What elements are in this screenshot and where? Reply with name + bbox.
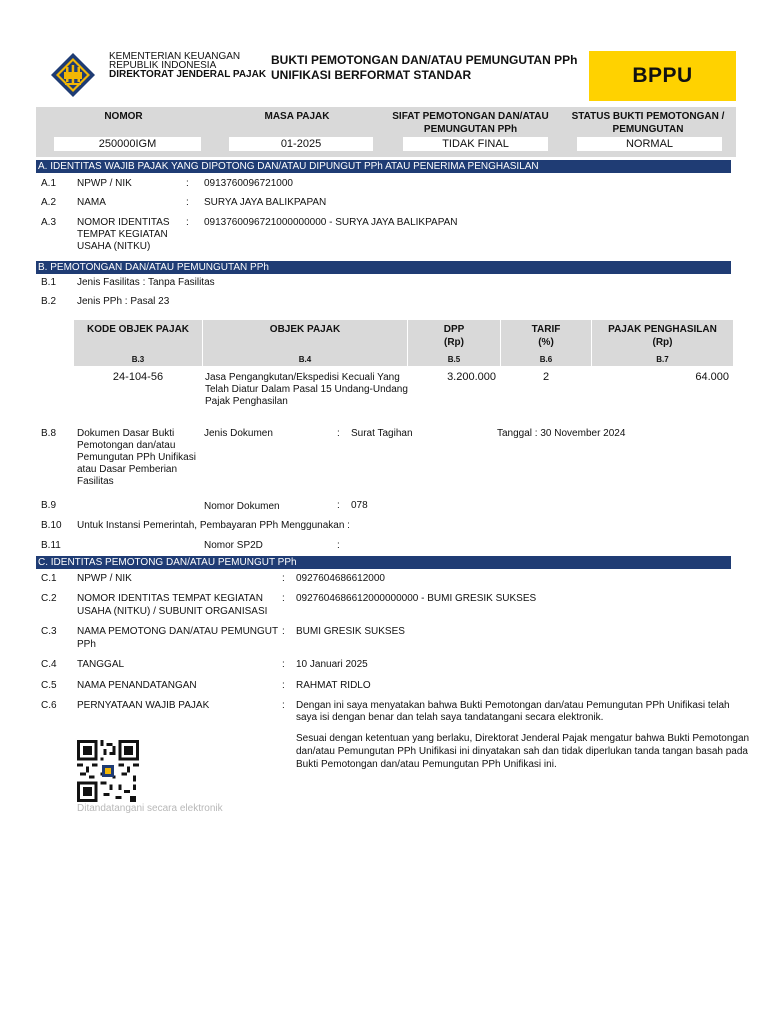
ministry-country: REPUBLIK INDONESIA [109,60,217,71]
c4-tanggal-value: 10 Januari 2025 [296,659,368,670]
b8-jenis-dokumen-value: Surat Tagihan [351,428,413,439]
header-dpp [408,323,500,349]
col-code-b4: B.4 [298,355,312,364]
c4-code: C.4 [41,659,57,670]
c6-colon: : [282,700,285,711]
a2-colon: : [186,197,189,208]
sifat-label-line1: SIFAT PEMOTONGAN DAN/ATAU [392,111,549,122]
sifat-value: TIDAK FINAL [403,137,548,151]
section-a-title: A. IDENTITAS WAJIB PAJAK YANG DIPOTONG DAN/ATAU DIPUNGUT PPh ATAU PENERIMA PENGHASILAN [36,160,731,173]
c6-statement-line2: saya isi dengan benar dan telah saya tandatangani secara elektronik. [296,712,604,723]
a3-label-line1: NOMOR IDENTITAS [77,217,170,228]
c6-note-line2: dan/atau Pemungutan PPh Unifikasi ini dinyatakan sah dan tidak diperlukan tanda tangan basah pada [296,746,748,757]
header-dpp-line1: DPP [443,324,465,335]
cell-objek-line3: Pajak Penghasilan [205,396,288,407]
col-code-b5: B.5 [447,355,461,364]
c6-code: C.6 [41,700,57,711]
qr-code-icon [77,740,139,802]
a2-nama-value: SURYA JAYA BALIKPAPAN [204,197,327,208]
cell-pajak-penghasilan: 64.000 [695,371,729,383]
b11-colon: : [337,540,340,551]
b8-tanggal: Tanggal : 30 November 2024 [497,428,626,439]
a3-label-line2: TEMPAT KEGIATAN [77,229,168,240]
document-title-line1: BUKTI PEMOTONGAN DAN/ATAU PEMUNGUTAN PPh [271,53,578,67]
a2-code: A.2 [41,197,57,208]
b8-label-line2: Pemotongan dan/atau [77,440,176,451]
sifat-label-line2: PEMUNGUTAN PPh [423,124,518,135]
bppu-badge: BPPU [589,51,736,101]
header-objek-pajak: OBJEK PAJAK [269,324,341,335]
c1-code: C.1 [41,573,57,584]
section-b-title: B. PEMOTONGAN DAN/ATAU PEMUNGUTAN PPh [36,261,731,274]
b8-label-line3: Pemungutan PPh Unifikasi [77,452,196,463]
cell-kode-objek: 24-104-56 [112,371,164,383]
b9-code: B.9 [41,500,57,511]
a3-nitku-value: 0913760096721000000000 - SURYA JAYA BALIKPAPAN [204,217,458,228]
col-code-b3: B.3 [131,355,145,364]
c2-nitku-value: 0927604686612000000000 - BUMI GRESIK SUKSES [296,593,537,604]
b9-colon: : [337,500,340,511]
status-value: NORMAL [577,137,722,151]
b10-code: B.10 [41,520,62,531]
b10-instansi-text: Untuk Instansi Pemerintah, Pembayaran PPh Menggunakan : [77,520,350,531]
status-label [560,110,736,136]
c6-note-line3: Bukti Pemotongan dan/atau Pemungutan PPh Unifikasi ini. [296,759,557,770]
b1-code: B.1 [41,277,57,288]
b11-nomor-sp2d-label: Nomor SP2D [204,540,263,551]
ministry-name: KEMENTERIAN KEUANGAN [109,51,241,62]
document-title-line2: UNIFIKASI BERFORMAT STANDAR [271,68,472,82]
col-code-b6: B.6 [539,355,553,364]
masa-pajak-value: 01-2025 [229,137,373,151]
status-label-line2: PEMUNGUTAN [612,124,684,135]
kemenkeu-logo [50,52,96,98]
section-c-title: C. IDENTITAS PEMOTONG DAN/ATAU PEMUNGUT PPh [36,556,731,569]
nomor-value: 250000IGM [54,137,201,151]
cell-objek-line1: Jasa Pengangkutan/Ekspedisi Kecuali Yang [205,372,400,383]
c2-label-line1: NOMOR IDENTITAS TEMPAT KEGIATAN [77,593,263,604]
b8-code: B.8 [41,428,57,439]
c1-npwp-value: 0927604686612000 [296,573,385,584]
header-tarif-line2: (%) [538,337,554,348]
c2-code: C.2 [41,593,57,604]
b11-code: B.11 [41,540,61,551]
c3-colon: : [282,626,285,637]
a3-colon: : [186,217,189,228]
c6-label: PERNYATAAN WAJIB PAJAK [77,700,210,711]
header-pph-line1: PAJAK PENGHASILAN [608,324,717,335]
c2-label-line2: USAHA (NITKU) / SUBUNIT ORGANISASI [77,606,268,617]
b8-label-line5: Fasilitas [77,476,114,487]
c5-code: C.5 [41,680,57,691]
masa-pajak-label: MASA PAJAK [264,111,330,122]
a1-code: A.1 [41,178,57,189]
header-pajak-penghasilan [592,323,733,349]
b8-label-line4: atau Dasar Pemberian [77,464,178,475]
c5-label: NAMA PENANDATANGAN [77,680,197,691]
c3-label-line1: NAMA PEMOTONG DAN/ATAU PEMUNGUT [77,626,279,637]
c2-colon: : [282,593,285,604]
cell-dpp: 3.200.000 [447,371,496,383]
c3-code: C.3 [41,626,57,637]
header-tarif [501,323,591,349]
directorate-name: DIREKTORAT JENDERAL PAJAK [109,69,267,80]
status-label-line1: STATUS BUKTI PEMOTONGAN / [571,111,725,122]
c6-statement-line1: Dengan ini saya menyatakan bahwa Bukti Pemotongan dan/atau Pemungutan PPh Unifikasi telah [296,700,730,711]
b8-colon: : [337,428,340,439]
a1-npwp-value: 0913760096721000 [204,178,293,189]
c3-nama-pemotong-value: BUMI GRESIK SUKSES [296,626,405,637]
nomor-label: NOMOR [104,111,143,122]
b2-code: B.2 [41,296,57,307]
cell-objek-line2: Telah Diatur Dalam Pasal 15 Undang-Undang [205,384,408,395]
c5-penandatangan-value: RAHMAT RIDLO [296,680,371,691]
a1-label: NPWP / NIK [77,178,132,189]
header-kode-objek: KODE OBJEK PAJAK [86,324,190,335]
a3-code: A.3 [41,217,57,228]
a3-label-line3: USAHA (NITKU) [77,241,151,252]
b2-jenis-pph: Jenis PPh : Pasal 23 [77,296,170,307]
c6-note-line1: Sesuai dengan ketentuan yang berlaku, Direktorat Jenderal Pajak mengatur bahwa Bukti Pemotongan [296,733,750,744]
cell-tarif: 2 [542,371,550,383]
c4-label: TANGGAL [77,659,125,670]
b1-jenis-fasilitas: Jenis Fasilitas : Tanpa Fasilitas [77,277,215,288]
signed-electronically-note: Ditandatangani secara elektronik [77,803,223,814]
b8-jenis-dokumen-label: Jenis Dokumen [204,428,273,439]
b9-nomor-dokumen-label: Nomor Dokumen [204,501,280,512]
c5-colon: : [282,680,285,691]
b8-label-line1: Dokumen Dasar Bukti [77,428,175,439]
sifat-label [384,110,557,136]
header-pph-line2: (Rp) [652,337,673,348]
c1-label: NPWP / NIK [77,573,132,584]
a2-label: NAMA [77,197,106,208]
header-dpp-line2: (Rp) [444,337,464,348]
b9-nomor-dokumen-value: 078 [351,500,368,511]
col-code-b7: B.7 [656,355,669,364]
c3-label-line2: PPh [77,639,96,650]
a1-colon: : [186,178,189,189]
c4-colon: : [282,659,285,670]
c1-colon: : [282,573,285,584]
header-tarif-line1: TARIF [531,324,561,335]
